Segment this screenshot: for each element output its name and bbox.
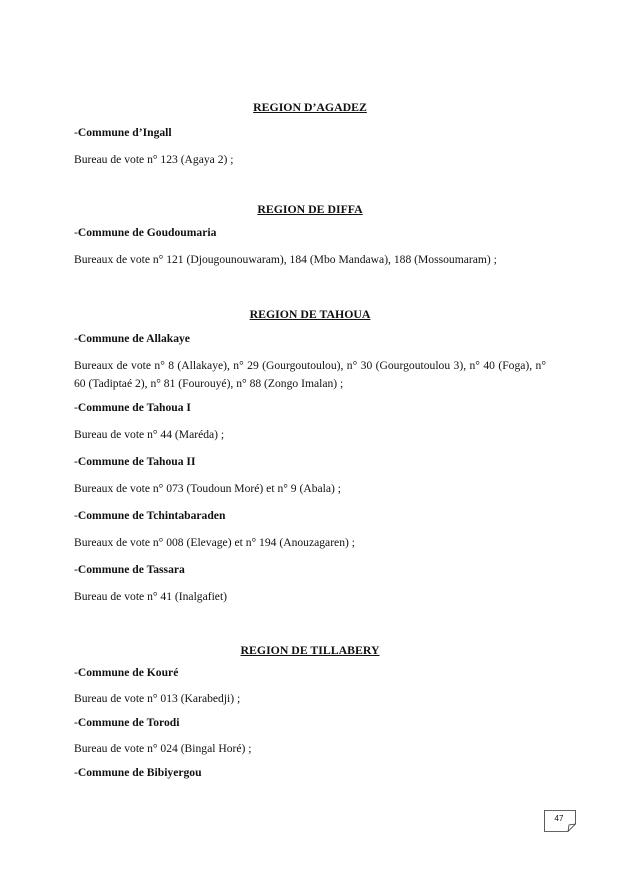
- polling-stations-allakaye: Bureaux de vote n° 8 (Allakaye), n° 29 (Gourgoutoulou), n° 30 (Gourgoutoulou 3), n° 40 (Foga), n° 60 (Tadiptaé 2), n° 81 (Fourouyé), n° 88 (Zongo Imalan) ;: [74, 359, 546, 390]
- commune-heading-bibiyergou: -Commune de Bibiyergou: [74, 766, 202, 779]
- commune-heading-torodi: -Commune de Torodi: [74, 716, 180, 729]
- polling-stations-tahoua-2: Bureaux de vote n° 073 (Toudoun Moré) et n° 9 (Abala) ;: [74, 482, 341, 495]
- commune-heading-goudoumaria: -Commune de Goudoumaria: [74, 226, 217, 239]
- commune-heading-tahoua-1: -Commune de Tahoua I: [74, 401, 191, 414]
- commune-heading-tahoua-2: -Commune de Tahoua II: [74, 455, 196, 468]
- polling-stations-koure: Bureau de vote n° 013 (Karabedji) ;: [74, 692, 241, 705]
- section-heading-tillabery: REGION DE TILLABERY: [240, 643, 380, 657]
- commune-heading-allakaye: -Commune de Allakaye: [74, 332, 190, 345]
- page-number: 47: [554, 814, 564, 823]
- section-heading-agadez: REGION D’AGADEZ: [253, 100, 367, 114]
- polling-stations-goudoumaria: Bureaux de vote n° 121 (Djougounouwaram), 184 (Mbo Mandawa), 188 (Mossoumaram) ;: [74, 253, 497, 266]
- commune-heading-tassara: -Commune de Tassara: [74, 563, 185, 576]
- commune-heading-ingall: -Commune d’Ingall: [74, 126, 172, 139]
- polling-stations-tchintabaraden: Bureaux de vote n° 008 (Elevage) et n° 194 (Anouzagaren) ;: [74, 536, 355, 549]
- page-number-box: [544, 810, 576, 832]
- polling-stations-tahoua-1: Bureau de vote n° 44 (Maréda) ;: [74, 428, 225, 441]
- section-heading-tahoua: REGION DE TAHOUA: [249, 307, 371, 321]
- polling-stations-ingall: Bureau de vote n° 123 (Agaya 2) ;: [74, 153, 234, 166]
- commune-heading-tchintabaraden: -Commune de Tchintabaraden: [74, 509, 226, 522]
- polling-stations-tassara: Bureau de vote n° 41 (Inalgafiet): [74, 590, 228, 603]
- polling-stations-torodi: Bureau de vote n° 024 (Bingal Horé) ;: [74, 742, 252, 755]
- commune-heading-koure: -Commune de Kouré: [74, 666, 179, 679]
- section-heading-diffa: REGION DE DIFFA: [257, 202, 363, 216]
